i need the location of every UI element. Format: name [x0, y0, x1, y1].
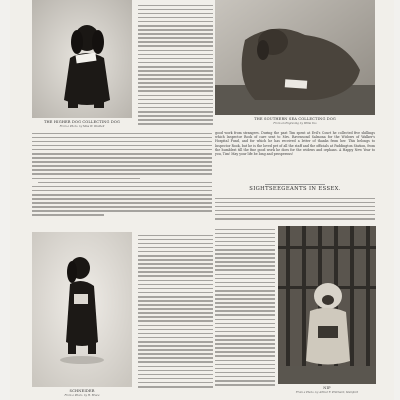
text-right-under-heading	[215, 195, 375, 225]
section-heading: SIGHTSEEGEANTS IN ESSEX.	[249, 186, 341, 192]
text-column-left-mid	[32, 130, 212, 230]
photo-nip	[278, 226, 376, 384]
photo-caption-3: SCHNEIDER	[69, 389, 95, 393]
text-column-bottom-middle	[138, 232, 213, 394]
magazine-page	[10, 0, 394, 400]
photo-credit-1: From a Photo. by Miss W. Waddell	[59, 125, 105, 128]
dachshund-image	[32, 232, 132, 387]
photo-caption-1: THE HIGHER DOG COLLECTING DOG	[43, 120, 121, 124]
photo-caption-2: THE SOUTHERN SEA COLLECTING DOG	[254, 117, 336, 121]
text-column-top-middle	[138, 2, 213, 130]
photo-collecting-dog-2	[215, 0, 375, 115]
photo-schneider	[32, 232, 132, 387]
dog-behind-gate-image	[278, 226, 376, 384]
dog-sitting-image	[32, 0, 132, 118]
photo-collecting-dog-1	[32, 0, 132, 118]
text-right-paragraph: good work from strangers. During the past Tim spent at Evil's Court he collected five shillings which Inspector Rook of care sent to Mrs. Ravensond Salmona for the Widows of Walker's Hospital Fund, and for which he has received a letter of thanks from her. This belongs to Inspector Rook, but he is the loved pet of all the staff and the officials at Paddington Station, from the humblest till the fine good work he does for the widows and orphans. A Happy New Year to you, Tim! May your life be long and prosperous!	[215, 131, 375, 157]
text-column-bottom-right	[215, 226, 275, 394]
photo-credit-3: From a Photo. by H. Bruce	[64, 394, 100, 397]
photo-caption-4: NIP	[323, 386, 331, 390]
photo-credit-2: From an Engraving by Willie Yeo	[273, 122, 317, 125]
heading-rule	[265, 184, 325, 185]
photo-credit-4: From a Photo. by Arthur F. Pritchard, Stamford	[295, 391, 359, 394]
dog-lying-image	[215, 0, 375, 115]
